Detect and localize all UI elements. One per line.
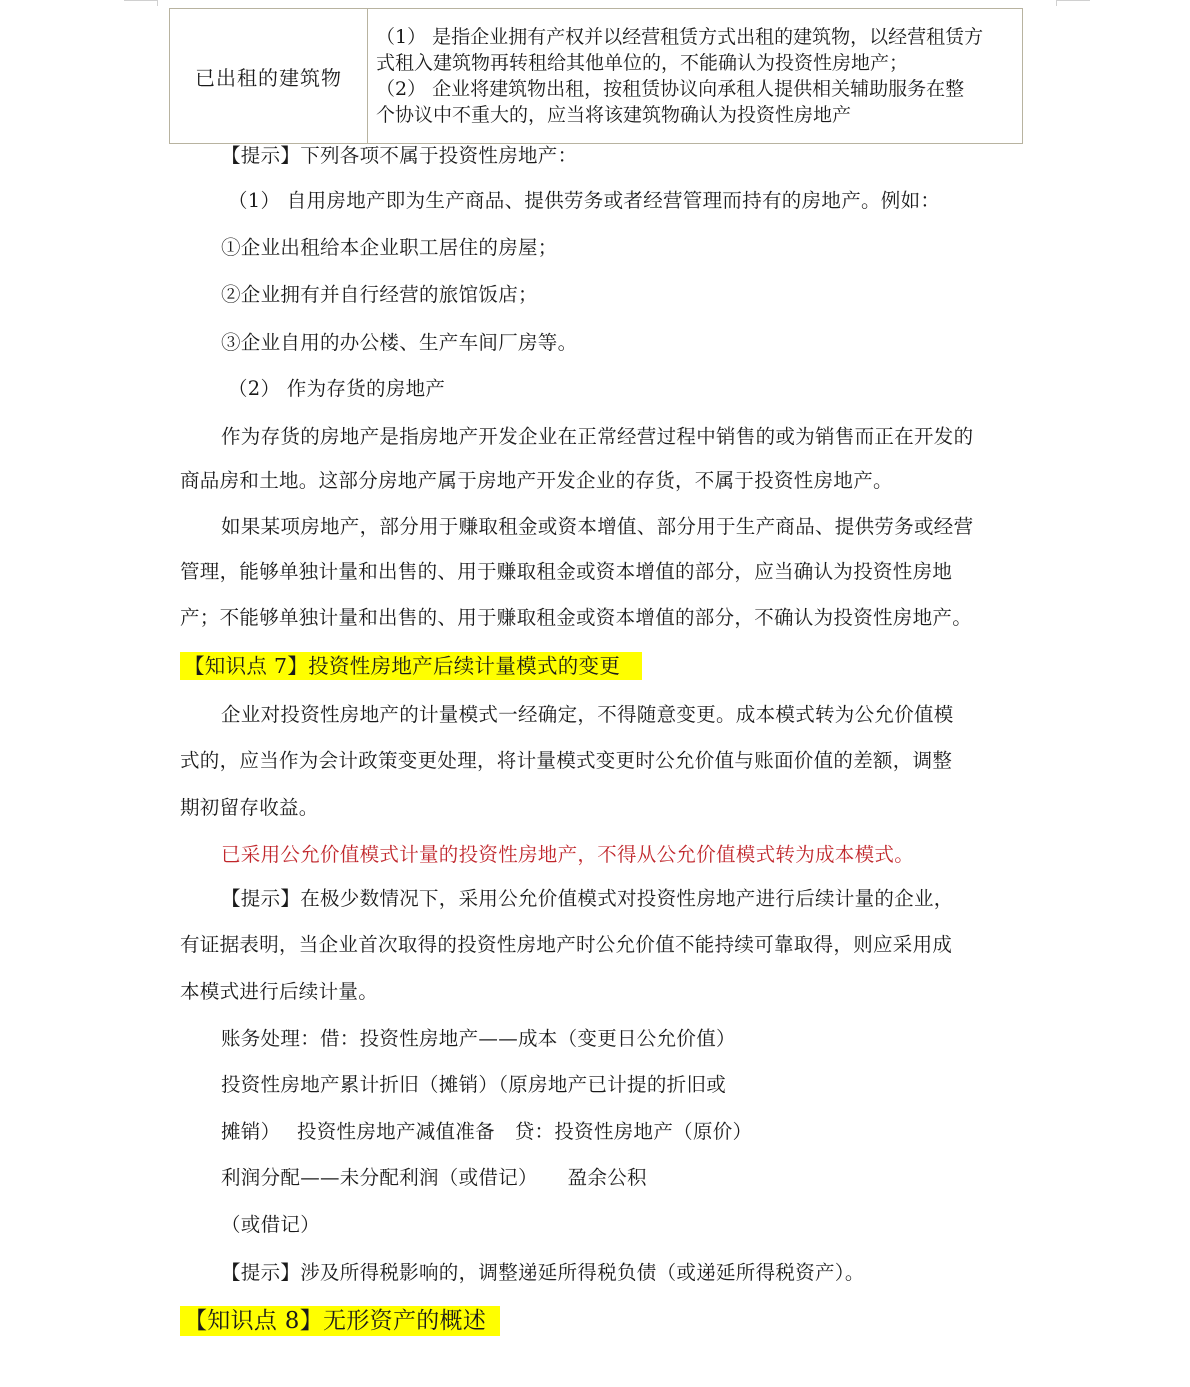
red-emphasis-line: 已采用公允价值模式计量的投资性房地产，不得从公允价值模式转为成本模式。 — [221, 843, 915, 866]
example-2: ②企业拥有并自行经营的旅馆饭店； — [221, 283, 538, 306]
page-corner-mark-left — [124, 0, 158, 4]
journal-entry-line: 账务处理：借：投资性房地产——成本（变更日公允价值） — [221, 1027, 736, 1050]
knowledge-point-7-heading — [180, 653, 642, 680]
description-line: （1） 是指企业拥有产权并以经营租赁方式出租的建筑物，以经营租赁方 — [376, 26, 984, 48]
journal-entry-line: 投资性房地产累计折旧（摊销）（原房地产已计提的折旧或 — [221, 1073, 727, 1096]
page-corner-mark-right — [1056, 0, 1090, 4]
description-line: 个协议中不重大的，应当将该建筑物确认为投资性房地产 — [376, 104, 852, 126]
item-inventory: （2） 作为存货的房地产 — [228, 377, 446, 400]
hint-paragraph-line: 【提示】在极少数情况下，采用公允价值模式对投资性房地产进行后续计量的企业， — [221, 887, 954, 910]
example-3: ③企业自用的办公楼、生产车间厂房等。 — [221, 331, 578, 354]
paragraph-line: 有证据表明，当企业首次取得的投资性房地产时公允价值不能持续可靠取得，则应采用成 — [180, 933, 953, 956]
description-line: 式租入建筑物再转租给其他单位的，不能确认为投资性房地产； — [376, 52, 909, 74]
table-row — [170, 9, 1023, 144]
journal-entry-line: 摊销） 投资性房地产减值准备 贷：投资性房地产（原价） — [221, 1120, 753, 1143]
description-line: （2） 企业将建筑物出租，按租赁协议向承租人提供相关辅助服务在整 — [376, 78, 965, 100]
paragraph-line: 产；不能够单独计量和出售的、用于赚取租金或资本增值的部分，不确认为投资性房地产。 — [180, 606, 973, 629]
paragraph-line: 企业对投资性房地产的计量模式一经确定，不得随意变更。成本模式转为公允价值模 — [221, 703, 954, 726]
knowledge-point-8-heading — [180, 1308, 500, 1335]
highlighted-heading: 【知识点 7】投资性房地产后续计量模式的变更 — [180, 652, 642, 680]
hint-tax-line: 【提示】涉及所得税影响的，调整递延所得税负债（或递延所得税资产）。 — [221, 1261, 865, 1284]
journal-entry-line: （或借记） — [221, 1213, 321, 1236]
term-cell: 已出租的建筑物 — [170, 9, 368, 144]
example-1: ①企业出租给本企业职工居住的房屋； — [221, 236, 558, 259]
paragraph-line: 本模式进行后续计量。 — [180, 980, 379, 1003]
highlighted-heading: 【知识点 8】无形资产的概述 — [180, 1306, 500, 1336]
paragraph-line: 管理，能够单独计量和出售的、用于赚取租金或资本增值的部分，应当确认为投资性房地 — [180, 560, 953, 583]
paragraph-line: 如果某项房地产，部分用于赚取租金或资本增值、部分用于生产商品、提供劳务或经营 — [221, 515, 974, 538]
journal-entry-line: 利润分配——未分配利润（或借记） 盈余公积 — [221, 1166, 647, 1189]
paragraph-line: 商品房和土地。这部分房地产属于房地产开发企业的存货，不属于投资性房地产。 — [180, 469, 893, 492]
paragraph-line: 式的，应当作为会计政策变更处理，将计量模式变更时公允价值与账面价值的差额，调整 — [180, 749, 953, 772]
hint-heading: 【提示】下列各项不属于投资性房地产： — [221, 144, 578, 167]
description-cell — [368, 9, 1023, 144]
paragraph-line: 期初留存收益。 — [180, 796, 319, 819]
item-self-use: （1） 自用房地产即为生产商品、提供劳务或者经营管理而持有的房地产。例如： — [228, 189, 941, 212]
definition-table — [169, 8, 1023, 144]
paragraph-line: 作为存货的房地产是指房地产开发企业在正常经营过程中销售的或为销售而正在开发的 — [221, 425, 974, 448]
